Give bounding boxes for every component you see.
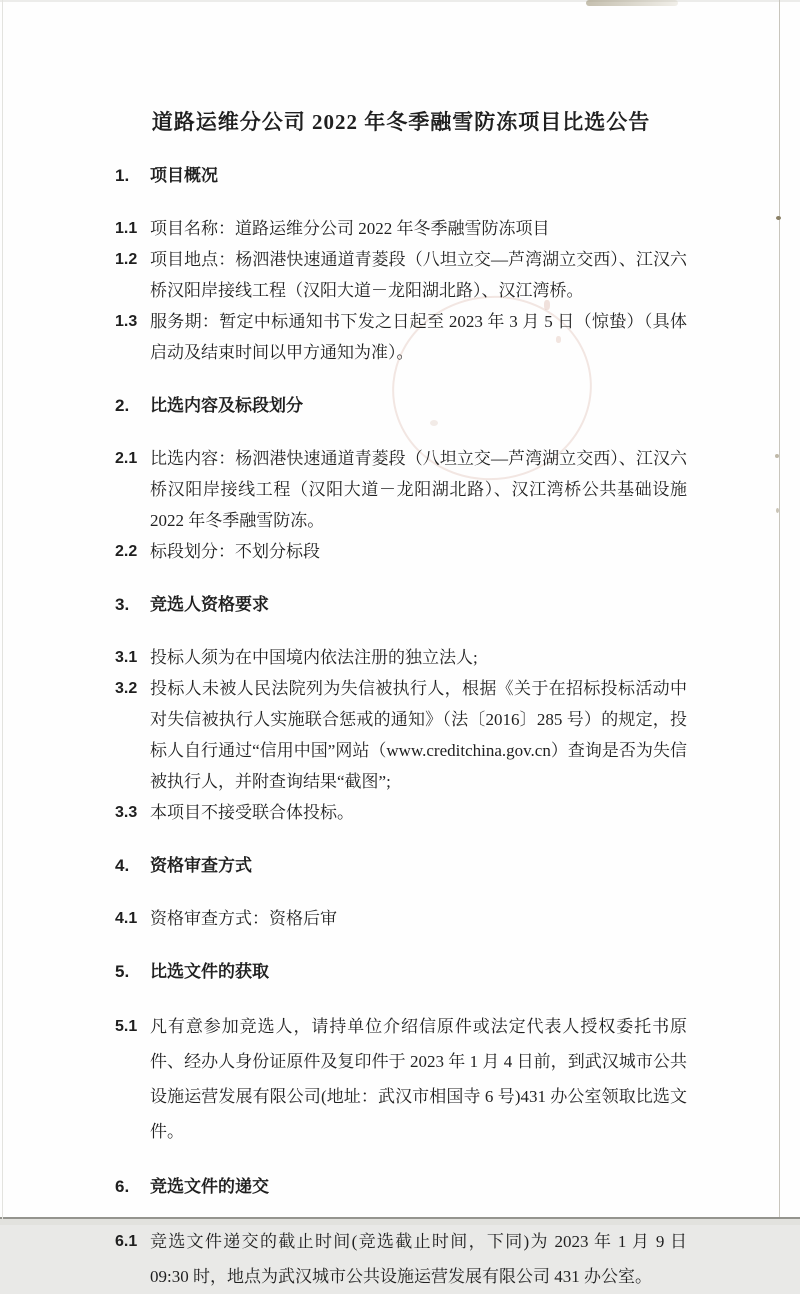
section-heading-3 [115,595,687,615]
clause-number: 3.3 [115,804,138,821]
section-number: 2. [115,396,130,415]
clause-6-1 [115,1224,687,1294]
section-heading-4 [115,856,687,876]
scan-speck [775,454,779,458]
clause-text: 投标人须为在中国境内依法注册的独立法人; [150,648,478,667]
clause-1-2 [115,244,687,306]
clause-2-1 [115,443,687,536]
clause-number: 3.2 [115,680,138,697]
clause-text: 本项目不接受联合体投标。 [150,803,354,822]
section-number: 5. [115,962,130,981]
clause-4-1 [115,903,687,934]
clause-text: 服务期：暂定中标通知书下发之日起至 2023 年 3 月 5 日（惊蛰）（具体启动及结束时间以甲方通知为准）。 [150,312,687,362]
clause-3-3 [115,797,687,828]
section-title: 项目概况 [150,166,218,185]
clause-text: 竞选文件递交的截止时间(竞选截止时间，下同)为 2023 年 1 月 9 日 09:30 时，地点为武汉城市公共设施运营发展有限公司 431 办公室。 [150,1232,687,1286]
section-number: 6. [115,1177,130,1196]
scan-speck [776,216,781,220]
scan-fold-line [779,0,780,1217]
clause-text: 比选内容：杨泗港快速通道青菱段（八坦立交—芦湾湖立交西）、江汉六桥汉阳岸接线工程（汉阳大道－龙阳湖北路）、汉江湾桥公共基础设施 2022 年冬季融雪防冻。 [150,449,687,530]
clause-text: 凡有意参加竞选人，请持单位介绍信原件或法定代表人授权委托书原件、经办人身份证原件及复印件于 2023 年 1 月 4 日前，到武汉城市公共设施运营发展有限公司(地址：武汉市相国寺 6 号)431 办公室领取比选文件。 [150,1017,687,1141]
section-title: 资格审查方式 [150,856,252,875]
clause-text: 标段划分：不划分标段 [150,542,320,561]
clause-2-2 [115,536,687,567]
clause-number: 1.3 [115,313,138,330]
clause-number: 1.1 [115,220,138,237]
section-number: 1. [115,166,130,185]
clause-number: 1.2 [115,251,138,268]
document-content [115,0,687,1294]
clause-3-1 [115,642,687,673]
section-heading-5 [115,962,687,982]
page-left-edge [2,0,3,1219]
section-title: 比选内容及标段划分 [150,396,303,415]
section-heading-1 [115,166,687,186]
section-heading-2 [115,396,687,416]
clause-text: 项目名称：道路运维分公司 2022 年冬季融雪防冻项目 [150,219,550,238]
clause-text: 资格审查方式：资格后审 [150,909,337,928]
clause-number: 2.2 [115,543,138,560]
clause-text: 投标人未被人民法院列为失信被执行人，根据《关于在招标投标活动中对失信被执行人实施联合惩戒的通知》（法〔2016〕285 号）的规定，投标人自行通过“信用中国”网站（www.creditchina.gov.cn）查询是否为失信被执行人，并附查询结果“截图”; [150,679,687,791]
clause-5-1 [115,1009,687,1149]
clause-text: 项目地点：杨泗港快速通道青菱段（八坦立交—芦湾湖立交西）、江汉六桥汉阳岸接线工程（汉阳大道－龙阳湖北路）、汉江湾桥。 [150,250,687,300]
clause-3-2 [115,673,687,797]
clause-1-1 [115,213,687,244]
section-title: 竞选人资格要求 [150,595,269,614]
scan-speck [776,508,779,513]
section-title: 比选文件的获取 [150,962,269,981]
clause-number: 4.1 [115,910,138,927]
clause-1-3 [115,306,687,368]
section-title: 竞选文件的递交 [150,1177,269,1196]
clause-number: 5.1 [115,1018,138,1035]
clause-number: 2.1 [115,450,138,467]
section-heading-6 [115,1177,687,1197]
section-number: 3. [115,595,130,614]
clause-number: 6.1 [115,1233,138,1250]
clause-number: 3.1 [115,649,138,666]
document-title: 道路运维分公司 2022 年冬季融雪防冻项目比选公告 [151,110,651,134]
section-number: 4. [115,856,130,875]
